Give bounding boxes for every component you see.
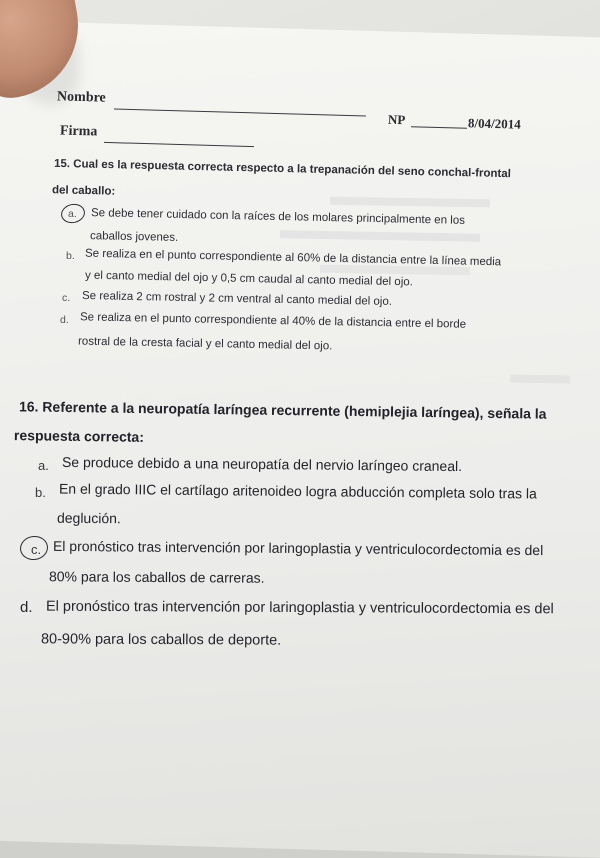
q15-option-a-line2: caballos jovenes. xyxy=(89,230,179,244)
nombre-label: Nombre xyxy=(56,89,106,106)
q16-option-c-line2: 80% para los caballos de carreras. xyxy=(48,568,265,586)
q15-option-a-label: a. xyxy=(68,208,77,220)
q16-option-c-label: c. xyxy=(31,542,42,557)
q15-option-a-line1: Se debe tener cuidado con la raíces de los molares principalmente en los xyxy=(90,207,466,227)
q16-title-line2: respuesta correcta: xyxy=(13,427,145,445)
q15-option-b-line2: y el canto medial del ojo y 0,5 cm caudal al canto medial del ojo. xyxy=(84,269,414,289)
q15-title-line2: del caballo: xyxy=(51,184,116,198)
q16-option-d-line2: 80-90% para los caballos de deporte. xyxy=(40,631,282,649)
np-label: NP xyxy=(387,111,406,128)
q15-option-c-line1: Se realiza 2 cm rostral y 2 cm ventral al canto medial del ojo. xyxy=(81,290,393,308)
q16-option-c-line1: El pronóstico tras intervención por laringoplastia y ventriculocordectomia es del xyxy=(52,537,544,559)
q16-title-line1: 16. Referente a la neuropatía laríngea recurrente (hemiplejia laríngea), señala la xyxy=(18,398,547,422)
q16-option-d-label: d. xyxy=(20,599,33,616)
show-through-mark xyxy=(510,374,570,383)
q16-option-b-line2: deglución. xyxy=(56,509,121,527)
firma-label: Firma xyxy=(59,123,98,140)
q15-option-d-label: d. xyxy=(60,314,69,326)
q16-option-a-label: a. xyxy=(38,458,49,473)
exam-date: 8/04/2014 xyxy=(467,115,521,132)
q15-option-b-label: b. xyxy=(66,250,75,262)
q16-option-d-line1: El pronóstico tras intervención por laringoplastia y ventriculocordectomia es del xyxy=(45,598,554,618)
q15-title-line1: 15. Cual es la respuesta correcta respecto a la trepanación del seno conchal-frontal xyxy=(53,157,512,181)
q15-option-d-line1: Se realiza en el punto correspondiente al 40% de la distancia entre el borde xyxy=(79,311,467,331)
q15-option-b-line1: Se realiza en el punto correspondiente al 60% de la distancia entre la línea media xyxy=(84,247,502,269)
q16-option-b-line1: En el grado IIIC el cartílago aritenoideo logra abducción completa solo tras la xyxy=(58,480,537,502)
q15-option-c-label: c. xyxy=(62,292,71,304)
q16-option-b-label: b. xyxy=(35,485,46,500)
q15-option-d-line2: rostral de la cresta facial y el canto medial del ojo. xyxy=(77,335,333,353)
q16-option-a-line1: Se produce debido a una neuropatía del nervio laríngeo craneal. xyxy=(61,453,463,475)
